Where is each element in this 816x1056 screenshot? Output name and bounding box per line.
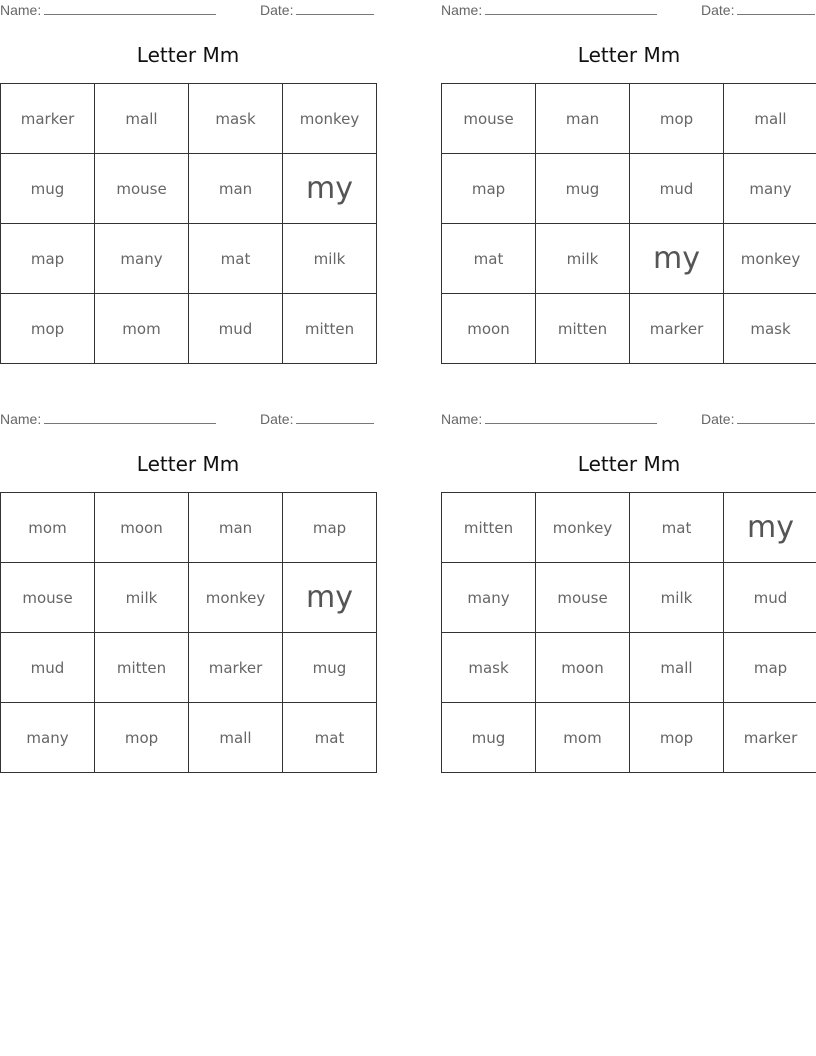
grid-cell[interactable]: map [442, 154, 536, 224]
grid-row [1, 563, 377, 633]
name-field[interactable] [0, 2, 216, 18]
grid-cell[interactable]: milk [630, 563, 724, 633]
name-date-row [0, 0, 376, 22]
name-blank-line[interactable] [485, 2, 657, 15]
grid-cell[interactable]: mug [283, 633, 377, 703]
grid-cell[interactable]: mask [724, 294, 816, 364]
grid-cell[interactable]: mall [630, 633, 724, 703]
name-blank-line[interactable] [44, 2, 216, 15]
grid-cell[interactable]: mug [1, 154, 95, 224]
grid-cell[interactable]: mop [630, 703, 724, 773]
grid-cell[interactable]: mask [189, 84, 283, 154]
grid-cell[interactable]: many [95, 224, 189, 294]
grid-cell[interactable]: marker [724, 703, 816, 773]
name-field[interactable] [0, 411, 216, 427]
grid-cell[interactable]: man [189, 154, 283, 224]
grid-row [442, 633, 816, 703]
card-title: Letter Mm [136, 43, 240, 67]
grid-cell[interactable]: marker [1, 84, 95, 154]
grid-row [442, 294, 816, 364]
grid-cell[interactable]: mouse [1, 563, 95, 633]
grid-cell[interactable]: mall [189, 703, 283, 773]
card-title: Letter Mm [577, 43, 681, 67]
grid-cell[interactable]: my [630, 224, 724, 294]
bingo-card [441, 0, 816, 364]
grid-cell[interactable]: man [189, 493, 283, 563]
name-label: Name: [441, 411, 483, 427]
grid-cell[interactable]: moon [442, 294, 536, 364]
grid-row [442, 563, 816, 633]
grid-row [1, 224, 377, 294]
grid-cell[interactable]: monkey [189, 563, 283, 633]
grid-cell[interactable]: my [724, 493, 816, 563]
name-date-row [441, 0, 816, 22]
grid-cell[interactable]: monkey [283, 84, 377, 154]
grid-row [1, 703, 377, 773]
grid-cell[interactable]: mud [630, 154, 724, 224]
grid-cell[interactable]: mom [1, 493, 95, 563]
name-label: Name: [0, 2, 42, 18]
name-blank-line[interactable] [485, 411, 657, 424]
grid-cell[interactable]: many [1, 703, 95, 773]
grid-cell[interactable]: milk [95, 563, 189, 633]
grid-cell[interactable]: monkey [724, 224, 816, 294]
grid-cell[interactable]: marker [630, 294, 724, 364]
grid-cell[interactable]: mitten [536, 294, 630, 364]
grid-cell[interactable]: mouse [95, 154, 189, 224]
name-field[interactable] [441, 2, 657, 18]
grid-cell[interactable]: monkey [536, 493, 630, 563]
date-label: Date: [260, 411, 294, 427]
grid-cell[interactable]: mom [536, 703, 630, 773]
date-label: Date: [701, 411, 735, 427]
date-field[interactable] [701, 411, 815, 427]
grid-cell[interactable]: mug [442, 703, 536, 773]
bingo-card [0, 409, 376, 773]
date-field[interactable] [260, 2, 374, 18]
grid-row [442, 154, 816, 224]
grid-cell[interactable]: mat [189, 224, 283, 294]
grid-cell[interactable]: mop [630, 84, 724, 154]
grid-cell[interactable]: my [283, 563, 377, 633]
name-date-row [441, 409, 816, 431]
grid-cell[interactable]: mitten [95, 633, 189, 703]
grid-row [1, 84, 377, 154]
grid-cell[interactable]: mask [442, 633, 536, 703]
grid-cell[interactable]: mouse [536, 563, 630, 633]
grid-cell[interactable]: marker [189, 633, 283, 703]
grid-cell[interactable]: mom [95, 294, 189, 364]
grid-row [1, 633, 377, 703]
date-blank-line[interactable] [296, 411, 374, 424]
grid-row [442, 224, 816, 294]
bingo-card [441, 409, 816, 773]
grid-row [1, 154, 377, 224]
card-title: Letter Mm [136, 452, 240, 476]
grid-cell[interactable]: mop [1, 294, 95, 364]
grid-row [442, 84, 816, 154]
date-blank-line[interactable] [296, 2, 374, 15]
date-blank-line[interactable] [737, 2, 815, 15]
name-field[interactable] [441, 411, 657, 427]
grid-cell[interactable]: mat [630, 493, 724, 563]
grid-cell[interactable]: mug [536, 154, 630, 224]
name-blank-line[interactable] [44, 411, 216, 424]
name-label: Name: [0, 411, 42, 427]
bingo-card [0, 0, 376, 364]
grid-cell[interactable]: milk [536, 224, 630, 294]
grid-cell[interactable]: mouse [442, 84, 536, 154]
card-title: Letter Mm [577, 452, 681, 476]
grid-row [442, 703, 816, 773]
grid-cell[interactable]: many [442, 563, 536, 633]
grid-cell[interactable]: mitten [442, 493, 536, 563]
grid-cell[interactable]: map [724, 633, 816, 703]
grid-cell[interactable]: mud [1, 633, 95, 703]
grid-cell[interactable]: mud [189, 294, 283, 364]
date-field[interactable] [701, 2, 815, 18]
grid-cell[interactable]: mall [724, 84, 816, 154]
date-blank-line[interactable] [737, 411, 815, 424]
date-field[interactable] [260, 411, 374, 427]
bingo-grid [441, 492, 816, 773]
grid-row [442, 493, 816, 563]
grid-cell[interactable]: moon [536, 633, 630, 703]
grid-cell[interactable]: map [283, 493, 377, 563]
grid-cell[interactable]: mat [442, 224, 536, 294]
grid-cell[interactable]: milk [283, 224, 377, 294]
grid-cell[interactable]: moon [95, 493, 189, 563]
grid-row [1, 493, 377, 563]
grid-cell[interactable]: mat [283, 703, 377, 773]
bingo-grid [0, 492, 377, 773]
grid-cell[interactable]: mud [724, 563, 816, 633]
grid-cell[interactable]: mitten [283, 294, 377, 364]
grid-cell[interactable]: my [283, 154, 377, 224]
date-label: Date: [701, 2, 735, 18]
grid-cell[interactable]: many [724, 154, 816, 224]
name-label: Name: [441, 2, 483, 18]
grid-row [1, 294, 377, 364]
date-label: Date: [260, 2, 294, 18]
name-date-row [0, 409, 376, 431]
grid-cell[interactable]: map [1, 224, 95, 294]
bingo-grid [441, 83, 816, 364]
grid-cell[interactable]: man [536, 84, 630, 154]
grid-cell[interactable]: mall [95, 84, 189, 154]
bingo-grid [0, 83, 377, 364]
grid-cell[interactable]: mop [95, 703, 189, 773]
